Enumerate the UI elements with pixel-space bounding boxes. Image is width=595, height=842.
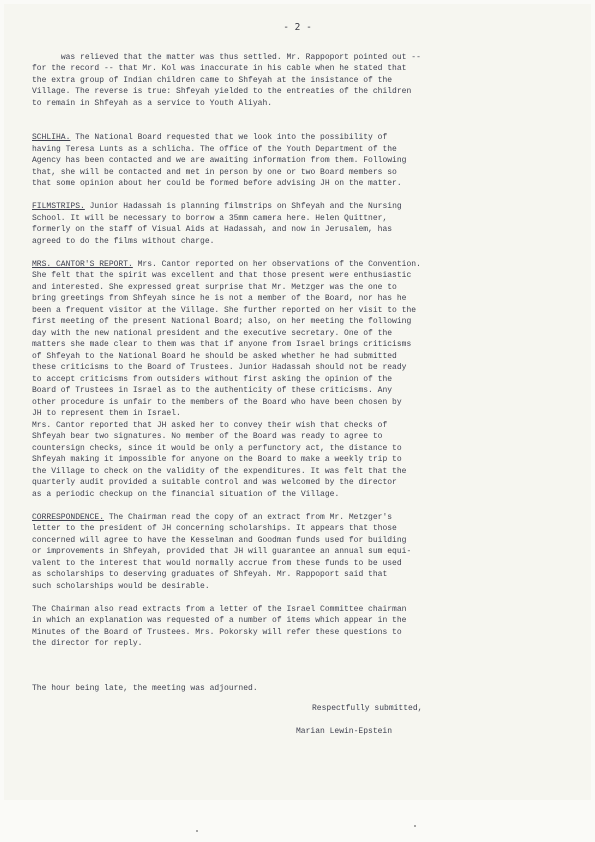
section-heading: MRS. CANTOR'S REPORT. [32, 259, 133, 269]
page-number: - 2 - [283, 22, 312, 33]
paragraph-text: Mrs. Cantor reported on her observations of the Convention. She felt that the spirit was excellent and that those present were enthusiastic and interested. She expressed great surprise that Mr. Metzger was the one to bring greetings from Shfeyah since he is not a member of the Board, nor has he been a frequent visitor at the Village. She further reported on her visit to the first meeting of the present National Board; also, on her meeting the following day with the new national president and the executive secretary. One of the matters she made clear to them was that if anyone from Israel brings criticisms of Shfeyah to the National Board he should be asked whether he had submitted these criticisms to the Board of Trustees. Junior Hadassah should not be ready to accept criticisms from outsiders without first asking the opinion of the Board of Trustees in Israel as to the authenticity of these criticisms. Any other procedure is unfair to the members of the Board who have been chosen by JH to represent them in Israel. Mrs. Cantor reported that JH asked her to convey their wish that checks of Shfeyah bear two signatures. No member of the Board was ready to agree to countersign checks, since it would be only a perfunctory act, the distance to Shfeyah making it impossible for anyone on the Board to make a weekly trip to the Village to check on the validity of the expenditures. It was felt that the quarterly audit provided a suitable control and was welcomed by the director as a periodic checkup on the financial situation of the Village. [32, 259, 421, 499]
section-heading: SCHLIHA. [32, 133, 71, 142]
signoff-line [312, 704, 422, 713]
minutes-body [32, 40, 537, 661]
section-heading: FILMSTRIPS. [32, 202, 85, 211]
paragraph-cantor-report [32, 259, 537, 501]
signoff-text: Respectfully submitted, [312, 704, 423, 713]
paragraph-filmstrips [32, 201, 537, 247]
paragraph-continuation [32, 40, 537, 121]
paragraph-text: The Chairman read the copy of an extract from Mr. Metzger's letter to the president of JH concerning scholarships. It appears that those concerned will agree to have the Kesselman and Goodman funds used for building or improvements in Shfeyah, provided that JH will guarantee an annual sum equi- valent to the interest that would normally accrue from these funds to be used as scholarships to deserving graduates of Shfeyah. Mr. Rappoport said that such scholarships would be desirable. [32, 512, 412, 591]
scan-speck [414, 825, 416, 827]
adjournment-line: The hour being late, the meeting was adjourned. [32, 684, 258, 693]
signatory-name: Marian Lewin-Epstein [296, 727, 393, 736]
scan-speck [196, 830, 198, 832]
paragraph-text: Junior Hadassah is planning filmstrips on Shfeyah and the Nursing School. It will be necessary to borrow a 35mm camera here. Helen Quittner, formerly on the staff of Visual Aids at Hadassah, and now in Jerusalem, has agreed to do the films without charge. [32, 202, 402, 246]
section-heading: CORRESPONDENCE. [32, 512, 105, 522]
paragraph-schliha [32, 132, 537, 190]
paragraph-text: was relieved that the matter was thus settled. Mr. Rappoport pointed out -- for the record -- that Mr. Kol was inaccurate in his cable when he stated that the extra group of Indian children came to Shfeyah at the insistance of the Village. The reverse is true: Shfeyah yielded to the entreaties of the children to remain in Shfeyah as a service to Youth Aliyah. [32, 52, 421, 108]
paragraph-israel-committee [32, 604, 537, 650]
paragraph-text: The National Board requested that we look into the possibility of having Teresa Lunts as a schlicha. The office of the Youth Department of the Agency has been contacted and we are awaiting information from them. Following that, she will be contacted and met in person by one or two Board members so that some opinion about her could be formed before advising JH on the matter. [32, 133, 407, 188]
paragraph-correspondence [32, 512, 537, 593]
paragraph-text: The Chairman also read extracts from a letter of the Israel Committee chairman in which an explanation was requested of a number of items which appear in the Minutes of the Board of Trustees. Mrs. Pokorsky will refer these questions to the director for reply. [32, 604, 407, 648]
